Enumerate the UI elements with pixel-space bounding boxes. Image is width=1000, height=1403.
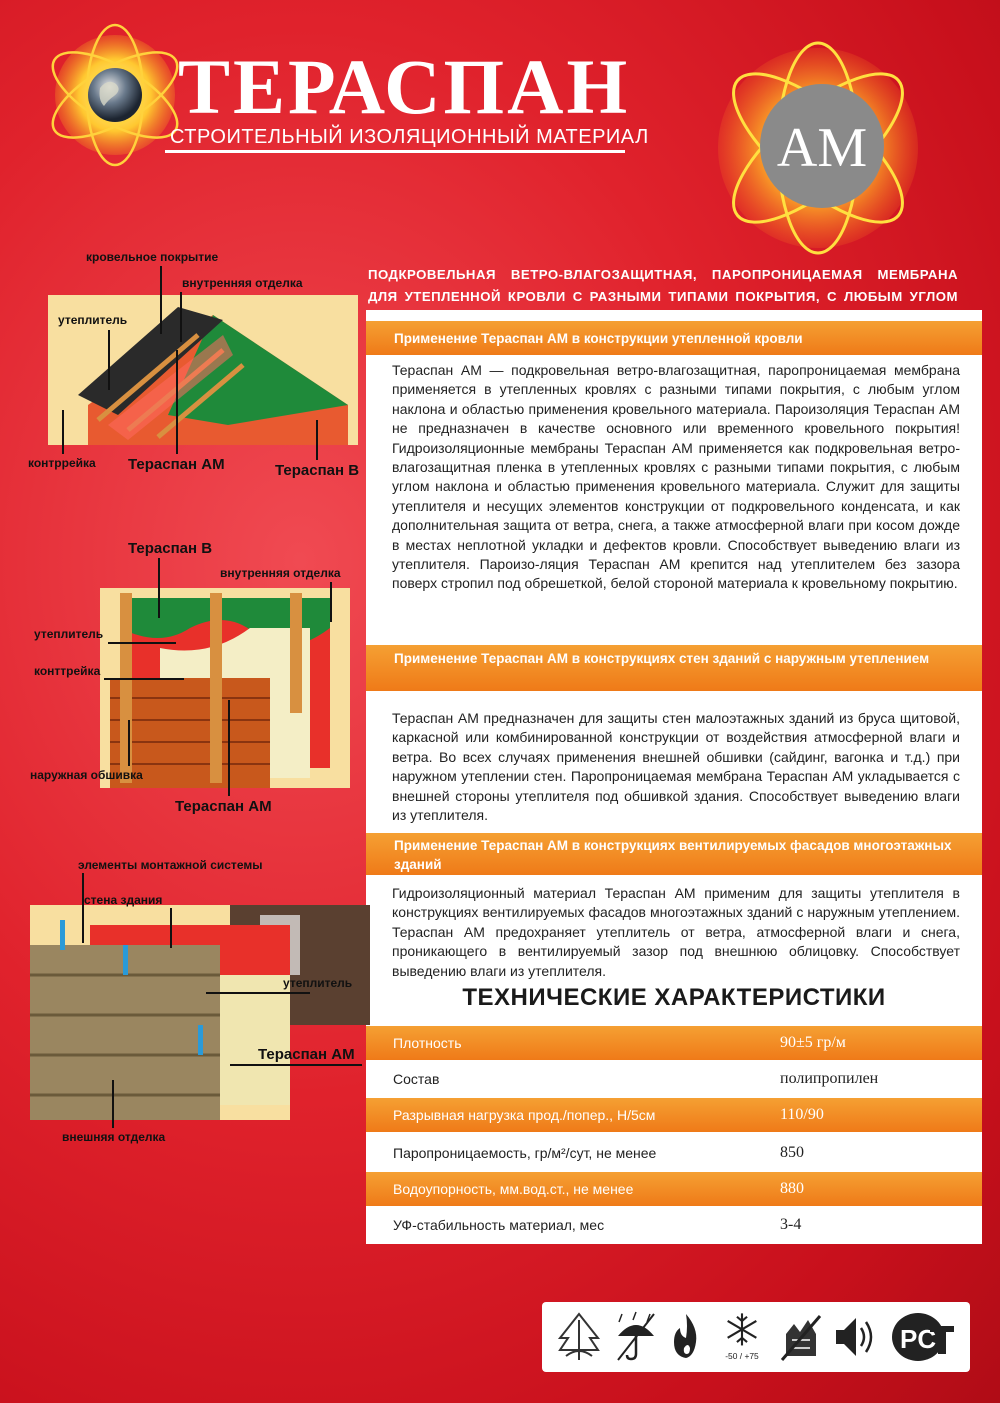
atom-logo-icon [40, 20, 190, 170]
leader-line [316, 420, 318, 460]
spec-row [366, 1026, 982, 1060]
section-2-title: Применение Тераспан АМ в конструкциях стен зданий с наружным утеплением [366, 645, 982, 691]
am-badge-text: АМ [776, 117, 868, 179]
leader-line [206, 992, 310, 994]
spec-label: Состав [393, 1071, 440, 1087]
spec-label: УФ-стабильность материал, мес [393, 1217, 605, 1233]
fire-icon [666, 1310, 706, 1364]
svg-text:PC: PC [900, 1324, 937, 1354]
spec-value: 110/90 [780, 1106, 824, 1123]
spec-value: 850 [780, 1144, 804, 1161]
roof-label-teraspan-b: Тераспан В [275, 462, 360, 479]
spec-value: 880 [780, 1180, 804, 1197]
spec-label: Паропроницаемость, гр/м²/сут, не менее [393, 1145, 657, 1161]
leader-line [108, 330, 110, 390]
facade-label-mounting: элементы монтажной системы [78, 858, 263, 872]
headline-line-1: ПОДКРОВЕЛЬНАЯ ВЕТРО-ВЛАГОЗАЩИТНАЯ, ПАРОПРОНИЦАЕМАЯ МЕМБРАНА [368, 267, 958, 282]
spec-row [366, 1098, 982, 1132]
roof-label-counterbatten: контррейка [28, 456, 96, 470]
leader-line [112, 1080, 114, 1128]
brand-subtitle: СТРОИТЕЛЬНЫЙ ИЗОЛЯЦИОННЫЙ МАТЕРИАЛ [170, 126, 649, 148]
leader-line [128, 720, 130, 766]
specs-title: ТЕХНИЧЕСКИЕ ХАРАКТЕРИСТИКИ [462, 984, 886, 1011]
section-3-title: Применение Тераспан АМ в конструкциях вентилируемых фасадов многоэтажных зданий [366, 833, 982, 875]
facade-label-finish: внешняя отделка [62, 1130, 166, 1144]
facade-label-insulation: утеплитель [283, 976, 353, 990]
roof-label-teraspan-am: Тераспан АМ [128, 456, 225, 473]
leader-line [330, 582, 332, 622]
spec-row [366, 1172, 982, 1206]
spec-row [366, 1136, 982, 1170]
frost-icon [714, 1310, 770, 1364]
roof-label-covering: кровельное покрытие [86, 250, 219, 264]
temp-range-label: -50 / +75 [725, 1350, 759, 1361]
leader-line [160, 266, 162, 334]
section-1-text: Тераспан АМ — подкровельная ветро-влагозащитная, паропроницаемая мембрана применяется в утепленных кровлях с разными типами покрытия, с любым углом наклона и областью применения кровельного материала. Пароизоляция Тераспан АМ не предназначен в качестве основного или временного кровельного покрытия! Гидроизоляционные мембраны Тераспан АМ применяется как подкровельная ветро- влагозащитная пленка в утепленных кровлях с разными типами покрытия, с любым углом наклона и областью применения кровельного материала. Служит для защиты утеплителя и несущих элементов конструкции от подкровельного конденсата, и как дополнительная защита от ветра, снега, а также атмосферной влаги при косом дожде в местах неплотной укладки и дефектов кровли. Способствует выведению влаги из утеплителя. Пароизо-ляция Тераспан АМ крепится над утеплителем без зазора поверх стропил под обрешеткой, белой стороной материала к кровельному покрытию. [392, 362, 960, 592]
spec-value: 3-4 [780, 1216, 802, 1233]
spec-label: Плотность [393, 1035, 462, 1051]
umbrella-icon [614, 1310, 658, 1364]
brand-underline [165, 150, 625, 153]
spec-label: Водоупорность, мм.вод.ст., не менее [393, 1181, 634, 1197]
leader-line [158, 558, 160, 618]
leader-line [108, 642, 176, 644]
property-icons [542, 1302, 970, 1372]
wall-label-inner: внутренняя отделка [220, 566, 341, 580]
section-1-title: Применение Тераспан АМ в конструкции утепленной кровли [366, 321, 982, 355]
leader-line [180, 292, 182, 342]
facade-label-teraspan-am: Тераспан АМ [258, 1046, 355, 1063]
wall-label-teraspan-am: Тераспан АМ [175, 798, 272, 815]
section-3-text: Гидроизоляционный материал Тераспан АМ применим для защиты утеплителя в конструкциях вентилируемых фасадов многоэтажных зданий с наружным утеплением. Тераспан АМ предохраняет утеплитель от ветра, атмосферной влаги и снега, проникающего в вентилируемый зазор под внешнюю облицовку. Способствует выведению влаги из утеплителя. [392, 885, 960, 979]
leader-line [230, 1064, 362, 1066]
facade-label-wall: стена здания [84, 893, 163, 907]
ventilation-icon [554, 1310, 604, 1364]
roof-label-inner: внутренняя отделка [182, 276, 303, 290]
leader-line [62, 410, 64, 454]
leader-line [176, 350, 178, 454]
wall-label-cladding: наружная обшивка [30, 768, 143, 782]
leader-line [228, 700, 230, 796]
wall-label-teraspan-b: Тераспан В [128, 540, 213, 557]
leader-line [82, 873, 84, 943]
wall-label-counterbatten: конттрейка [34, 664, 101, 678]
leader-line [104, 678, 184, 680]
spec-row [366, 1208, 982, 1242]
wall-label-insulation: утеплитель [34, 627, 104, 641]
wall-diagram-image [100, 588, 350, 788]
spec-label: Разрывная нагрузка прод./попер., Н/5см [393, 1107, 656, 1123]
facade-diagram-image [30, 905, 370, 1120]
spec-value: полипропилен [780, 1070, 879, 1087]
no-rot-icon [778, 1310, 824, 1364]
headline-line-2: ДЛЯ УТЕПЛЕННОЙ КРОВЛИ С РАЗНЫМИ ТИПАМИ ПОКРЫТИЯ, С ЛЮБЫМ УГЛОМ [368, 289, 958, 304]
section-2-text: Тераспан АМ предназначен для защиты стен малоэтажных зданий из бруса щитовой, каркасной или комбинированной конструкции от воздействия атмосферной влаги и ветра. Во всех случаях применения внешней обшивки (сайдинг, вагонка и т.д.) при наружном утеплении стен. Паропроницаемая мембрана Тераспан АМ укладывается с внешней стороны утеплителя под обшивкой здания. Способствует выведению влаги из утеплителя. [392, 710, 960, 824]
leader-line [170, 908, 172, 948]
spec-row [366, 1062, 982, 1096]
rst-cert-icon [888, 1310, 958, 1364]
brand-title: ТЕРАСПАН [178, 43, 631, 130]
am-badge-icon [708, 40, 928, 256]
roof-label-insulation: утеплитель [58, 313, 128, 327]
spec-value: 90±5 гр/м [780, 1034, 846, 1051]
sound-icon [830, 1310, 874, 1364]
